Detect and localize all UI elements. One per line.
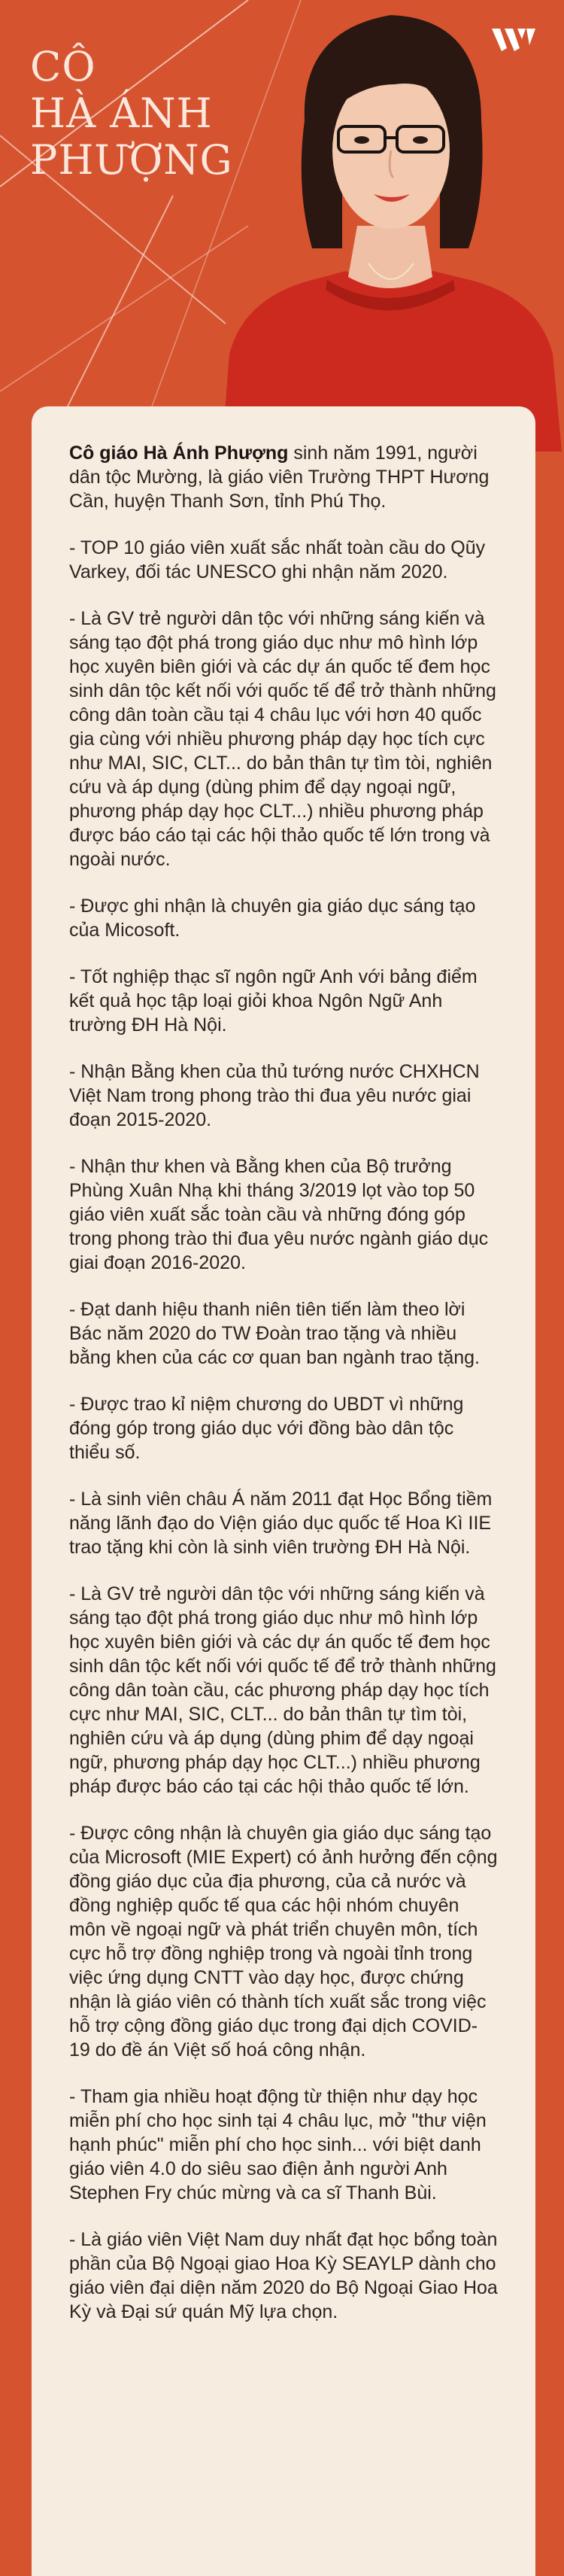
bio-intro-name: Cô giáo Hà Ánh Phượng: [69, 443, 289, 464]
portrait-photo: [214, 0, 564, 452]
hero-banner: [0, 0, 564, 452]
bio-item-4: - Tốt nghiệp thạc sĩ ngôn ngữ Anh với bảng điểm kết quả học tập loại giỏi khoa Ngôn Ngữ Anh trường ĐH Hà Nội.: [69, 966, 478, 1036]
bio-card: [32, 406, 535, 2576]
bio-intro: [69, 441, 498, 513]
bio-item-11: - Được công nhận là chuyên gia giáo dục sáng tạo của Microsoft (MIE Expert) có ảnh hưởng đến cộng đồng giáo dục của địa phương, của cả nước và đồng nghiệp quốc tế qua các hội nhóm chuyên môn về ngoại ngữ và phát triển chuyên môn, tích cực hỗ trợ đồng nghiệp trong và ngoài tỉnh trong việc ứng dụng CNTT vào dạy học, được chứng nhận là giáo viên có thành tích xuất sắc trong việc hỗ trợ cộng đồng giáo dục trong đại dịch COVID-19 do đề án Việt số hoá công nhận.: [69, 1823, 498, 2060]
title-line-2: HÀ ÁNH: [30, 90, 213, 137]
bio-item-6: - Nhận thư khen và Bằng khen của Bộ trưởng Phùng Xuân Nhạ khi tháng 3/2019 lọt vào top 50 giáo viên xuất sắc toàn cầu và những đóng góp trong phong trào thi đua yêu nước ngành giáo dục giai đoạn 2016-2020.: [69, 1156, 489, 1273]
bio-item-12: - Tham gia nhiều hoạt động từ thiện như dạy học miễn phí cho học sinh tại 4 châu lục, mở "thư viện hạnh phúc" miễn phí cho học sinh... với biệt danh giáo viên 4.0 do siêu sao điện ảnh người Anh Stephen Fry chúc mừng và ca sĩ Thanh Bùi.: [69, 2086, 487, 2203]
bio-intro-text: sinh năm 1991, người dân tộc Mường, là giáo viên Trường THPT Hương Cần, huyện Thanh Sơn, tỉnh Phú Thọ.: [69, 443, 490, 512]
bio-item-10: - Là GV trẻ người dân tộc với những sáng kiến và sáng tạo đột phá trong giáo dục như mô hình lớp học xuyên biên giới và các dự án quốc tế đem học sinh dân tộc kết nối với quốc tế để trở thành những công dân toàn cầu, các phương pháp dạy học tích cực như MAI, SIC, CLT... do bản thân tự tìm tòi, nghiên cứu và áp dụng (dùng phim để dạy ngoại ngữ, phương pháp dạy học CLT...) nhiều phương pháp được báo cáo tại các hội thảo quốc tế lớn.: [69, 1583, 496, 1797]
bio-item-3: - Được ghi nhận là chuyên gia giáo dục sáng tạo của Micosoft.: [69, 896, 476, 941]
title-line-1: CÔ: [30, 43, 96, 90]
bio-item-9: - Là sinh viên châu Á năm 2011 đạt Học Bổng tiềm năng lãnh đạo do Viện giáo dục quốc tế Hoa Kì IIE trao tặng khi còn là sinh viên trường ĐH Hà Nội.: [69, 1489, 493, 1558]
bio-item-8: - Được trao kỉ niệm chương do UBDT vì những đóng góp trong giáo dục với đồng bào dân tộc thiểu số.: [69, 1394, 464, 1463]
bio-item-7: - Đạt danh hiệu thanh niên tiên tiến làm theo lời Bác năm 2020 do TW Đoàn trao tặng và nhiều bằng khen của các cơ quan ban ngành trao tặng.: [69, 1299, 480, 1368]
title-line-3: PHƯỢNG: [30, 136, 233, 184]
bio-item-5: - Nhận Bằng khen của thủ tướng nước CHXHCN Việt Nam trong phong trào thi đua yêu nước giai đoạn 2015-2020.: [69, 1061, 480, 1130]
bio-item-1: - TOP 10 giáo viên xuất sắc nhất toàn cầu do Qũy Varkey, đối tác UNESCO ghi nhận năm 2020.: [69, 537, 486, 582]
bio-item-13: - Là giáo viên Việt Nam duy nhất đạt học bổng toàn phần của Bộ Ngoại giao Hoa Kỳ SEAYLP dành cho giáo viên đại diện năm 2020 do Bộ Ngoại Giao Hoa Kỳ và Đại sứ quán Mỹ lựa chọn.: [69, 2229, 498, 2322]
page-title: [30, 44, 233, 184]
bio-item-2: - Là GV trẻ người dân tộc với những sáng kiến và sáng tạo đột phá trong giáo dục như mô hình lớp học xuyên biên giới và các dự án quốc tế đem học sinh dân tộc kết nối với quốc tế để trở thành những công dân toàn cầu tại 4 châu lục với hơn 40 quốc gia cùng với nhiều phương pháp dạy học tích cực như MAI, SIC, CLT... do bản thân tự tìm tòi, nghiên cứu và áp dụng (dùng phim để dạy ngoại ngữ, phương pháp dạy học CLT...) nhiều phương pháp được báo cáo tại các hội thảo quốc tế lớn trong và ngoài nước.: [69, 608, 496, 870]
